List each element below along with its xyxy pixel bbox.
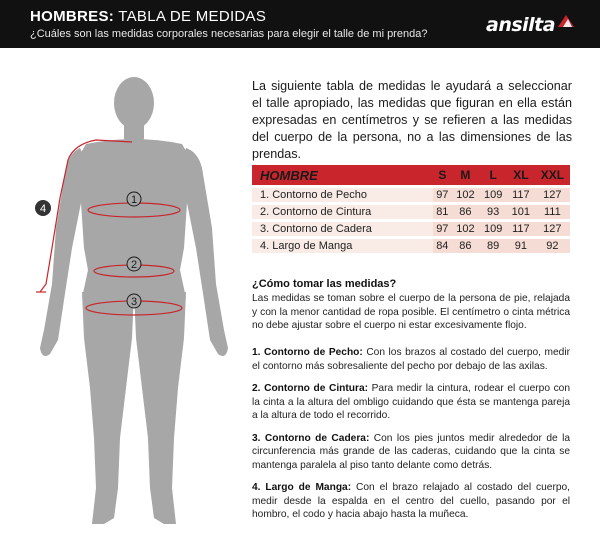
header-size-l: L <box>479 165 507 185</box>
marker-4-label: 4 <box>39 203 47 215</box>
table-cell: 97 <box>433 222 451 236</box>
table-cell: 86 <box>452 205 480 219</box>
how-to-measure-section <box>252 278 570 333</box>
step-sleeve-text: Con el brazo relajado al costado del cuerpo, medir desde la espalda en el centro del cuello, pasando por el hombro, el codo y hacia abajo hasta la muñeca. <box>252 482 570 520</box>
step-chest-text: Con los brazos al costado del cuerpo, medir el contorno más sobresaliente del pecho por debajo de las axilas. <box>252 347 570 372</box>
measurement-steps <box>252 346 570 531</box>
table-cell: 117 <box>507 222 535 236</box>
step-waist-label: 2. Contorno de Cintura: <box>252 383 369 394</box>
intro-paragraph: La siguiente tabla de medidas le ayudará a seleccionar el talle apropiado, las medidas que figuran en ella están expresadas en centímetros y se refieren a las medidas del cuerpo de la persona, no a las dimensiones de las prendas. <box>252 79 572 161</box>
table-cell: 84 <box>433 239 451 253</box>
table-row <box>252 222 570 236</box>
table-cell: 109 <box>479 188 507 202</box>
step-sleeve-label: 4. Largo de Manga: <box>252 482 352 493</box>
page-title <box>30 8 266 25</box>
table-cell: 101 <box>507 205 535 219</box>
table-row <box>252 205 570 219</box>
how-to-measure-text: Las medidas se toman sobre el cuerpo de la persona de pie, relajada y con la menor cantidad de ropa posible. El centímetro o cinta métrica no debe ajustar sobre el cuerpo ni estar excesivamente flojo. <box>252 293 570 331</box>
marker-1-label: 1 <box>130 194 138 206</box>
table-cell: 81 <box>433 205 451 219</box>
mountain-logo-icon <box>557 14 575 28</box>
header-bar <box>0 0 600 48</box>
table-cell: 102 <box>452 222 480 236</box>
table-cell: 111 <box>535 205 570 219</box>
header-size-s: S <box>433 165 451 185</box>
marker-3-label: 3 <box>130 296 138 308</box>
brand-logo[interactable] <box>486 14 575 36</box>
table-cell: 91 <box>507 239 535 253</box>
table-cell: 117 <box>507 188 535 202</box>
marker-1 <box>127 192 141 206</box>
table-row <box>252 188 570 202</box>
row-label: 4. Largo de Manga <box>252 239 433 253</box>
brand-name: ansilta <box>486 14 556 36</box>
size-table-header <box>252 165 570 185</box>
page-subtitle: ¿Cuáles son las medidas corporales necesarias para elegir el talle de mi prenda? <box>30 28 428 40</box>
step-waist <box>252 382 570 423</box>
step-sleeve <box>252 481 570 522</box>
table-cell: 92 <box>535 239 570 253</box>
step-hip <box>252 432 570 473</box>
marker-2-label: 2 <box>130 259 138 271</box>
table-cell: 127 <box>535 188 570 202</box>
table-cell: 127 <box>535 222 570 236</box>
body-silhouette-figure <box>0 48 230 540</box>
page-title-bold: HOMBRES: <box>30 8 115 25</box>
table-cell: 93 <box>479 205 507 219</box>
table-cell: 86 <box>452 239 480 253</box>
table-cell: 102 <box>452 188 480 202</box>
header-size-xxl: XXL <box>535 165 570 185</box>
row-label: 2. Contorno de Cintura <box>252 205 433 219</box>
page-title-rest: TABLA DE MEDIDAS <box>114 8 267 25</box>
size-table <box>252 162 570 256</box>
header-size-m: M <box>452 165 480 185</box>
table-cell: 97 <box>433 188 451 202</box>
how-to-measure-title: ¿Cómo tomar las medidas? <box>252 278 397 290</box>
step-waist-text: Para medir la cintura, rodear el cuerpo con la cinta a la altura del ombligo cuidando que ésta se mantenga pareja a la altura de todo el recorrido. <box>252 383 570 421</box>
table-row <box>252 239 570 253</box>
table-cell: 109 <box>479 222 507 236</box>
header-hombre: HOMBRE <box>252 165 433 185</box>
row-label: 1. Contorno de Pecho <box>252 188 433 202</box>
header-size-xl: XL <box>507 165 535 185</box>
step-hip-label: 3. Contorno de Cadera: <box>252 432 370 444</box>
marker-3 <box>127 294 141 308</box>
step-hip-text: Con los pies juntos medir alrededor de la circunferencia más grande de las caderas, cuidando que la cinta se mantenga paralela al piso tanto delante como detrás. <box>252 432 570 471</box>
step-chest <box>252 346 570 373</box>
row-label: 3. Contorno de Cadera <box>252 222 433 236</box>
step-chest-label: 1. Contorno de Pecho: <box>252 347 363 358</box>
marker-4 <box>35 200 51 216</box>
marker-2 <box>127 257 141 271</box>
table-cell: 89 <box>479 239 507 253</box>
